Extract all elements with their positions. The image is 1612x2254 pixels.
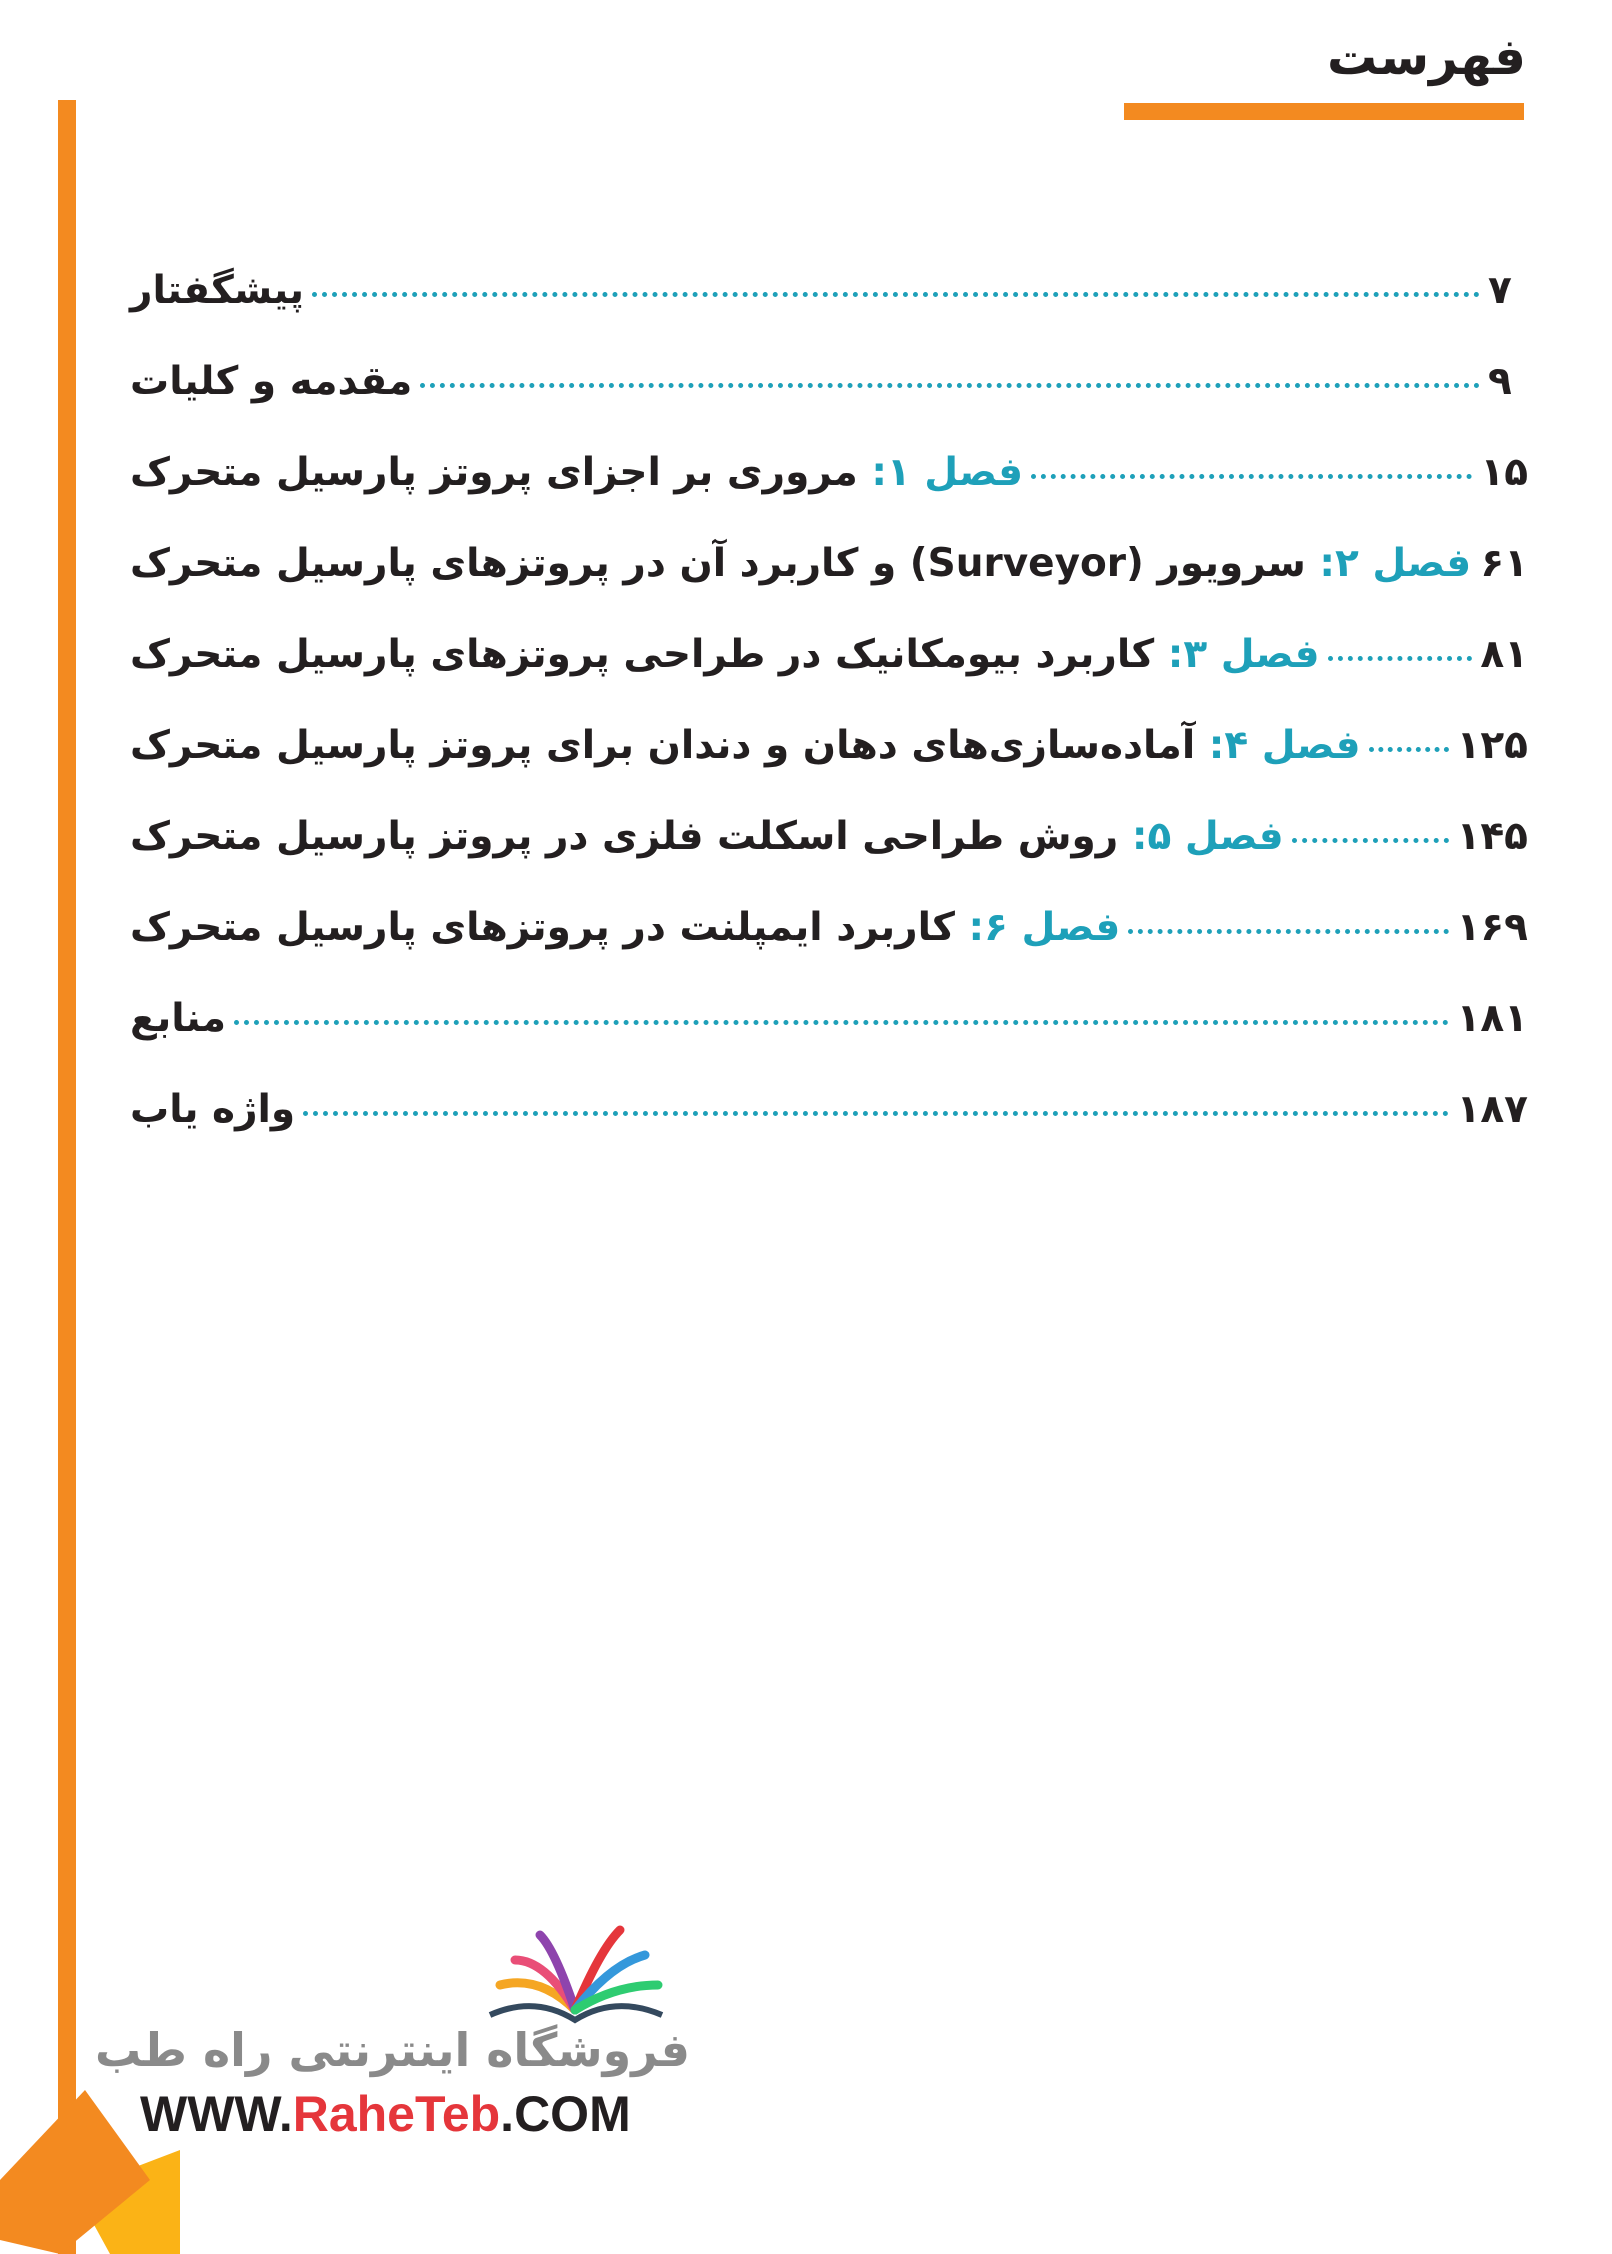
dot-leader	[1031, 474, 1472, 479]
table-of-contents	[130, 268, 1528, 1178]
toc-entry-title	[130, 996, 226, 1041]
raheteb-logo	[94, 1915, 690, 2145]
dot-leader	[234, 1020, 1449, 1025]
dot-leader	[1328, 656, 1473, 661]
toc-entry-title	[130, 814, 1284, 859]
url-brand: RaheTeb	[292, 2086, 501, 2142]
toc-entry-title	[130, 723, 1361, 768]
toc-entry[interactable]	[130, 905, 1528, 996]
entry-text: سرویور (Surveyor) و کاربرد آن در پروتزهای پارسیل متحرک	[130, 541, 1306, 586]
dot-leader	[303, 1111, 1448, 1116]
toc-entry[interactable]	[130, 723, 1528, 814]
toc-entry[interactable]	[130, 996, 1528, 1087]
page-number: ۹	[1488, 359, 1512, 404]
page-number: ۱۸۷	[1456, 1087, 1528, 1132]
dot-leader	[1369, 747, 1449, 752]
entry-text: روش طراحی اسکلت فلزی در پروتز پارسیل متحرک	[130, 814, 1119, 859]
toc-entry-title	[130, 632, 1320, 677]
url-prefix: WWW.	[140, 2086, 293, 2142]
toc-entry[interactable]	[130, 450, 1528, 541]
dot-leader	[420, 383, 1480, 388]
entry-text: کاربرد ایمپلنت در پروتزهای پارسیل متحرک	[130, 905, 955, 950]
page-number: ۱۶۹	[1456, 905, 1528, 950]
chapter-label: فصل ۴:	[1208, 723, 1361, 768]
toc-entry[interactable]	[130, 814, 1528, 905]
toc-entry-title	[130, 359, 412, 404]
title-underline	[1124, 103, 1524, 120]
toc-entry-title	[130, 905, 1120, 950]
entry-text: منابع	[130, 996, 226, 1041]
store-url[interactable]	[140, 2085, 631, 2143]
entry-text: آماده‌سازی‌های دهان و دندان برای پروتز پارسیل متحرک	[130, 723, 1196, 768]
chapter-label: فصل ۲:	[1319, 541, 1472, 586]
chapter-label: فصل ۶:	[968, 905, 1121, 950]
page-number: ۱۸۱	[1456, 996, 1528, 1041]
toc-entry-title	[130, 541, 1471, 586]
toc-entry-title	[130, 450, 1023, 495]
page-number: ۱۵	[1480, 450, 1528, 495]
corner-decoration	[0, 2070, 190, 2254]
toc-entry[interactable]	[130, 359, 1528, 450]
page-number: ۱۲۵	[1456, 723, 1528, 768]
toc-entry-title	[130, 268, 304, 313]
entry-text: پیشگفتار	[130, 268, 305, 313]
dot-leader	[1292, 838, 1449, 843]
page-number: ۸۱	[1480, 632, 1528, 677]
dot-leader	[1128, 929, 1448, 934]
left-accent-bar	[58, 100, 76, 2254]
entry-text: مروری بر اجزای پروتز پارسیل متحرک	[130, 450, 858, 495]
chapter-label: فصل ۵:	[1131, 814, 1284, 859]
page-number: ۷	[1488, 268, 1512, 313]
entry-text: کاربرد بیومکانیک در طراحی پروتزهای پارسیل متحرک	[130, 632, 1155, 677]
page-title: فهرست	[1327, 28, 1526, 86]
entry-text: واژه یاب	[130, 1087, 296, 1132]
toc-entry-title	[130, 1087, 295, 1132]
entry-text: مقدمه و کلیات	[130, 359, 413, 404]
open-book-icon	[480, 1915, 670, 2025]
page-number: ۱۴۵	[1456, 814, 1528, 859]
chapter-label: فصل ۳:	[1167, 632, 1320, 677]
toc-entry[interactable]	[130, 541, 1528, 632]
dot-leader	[312, 292, 1480, 297]
chapter-label: فصل ۱:	[871, 450, 1024, 495]
page-number: ۶۱	[1480, 541, 1528, 586]
toc-entry[interactable]	[130, 268, 1528, 359]
store-name: فروشگاه اینترنتی راه طب	[94, 2023, 690, 2077]
toc-entry[interactable]	[130, 1087, 1528, 1178]
url-suffix: .COM	[500, 2086, 631, 2142]
toc-entry[interactable]	[130, 632, 1528, 723]
